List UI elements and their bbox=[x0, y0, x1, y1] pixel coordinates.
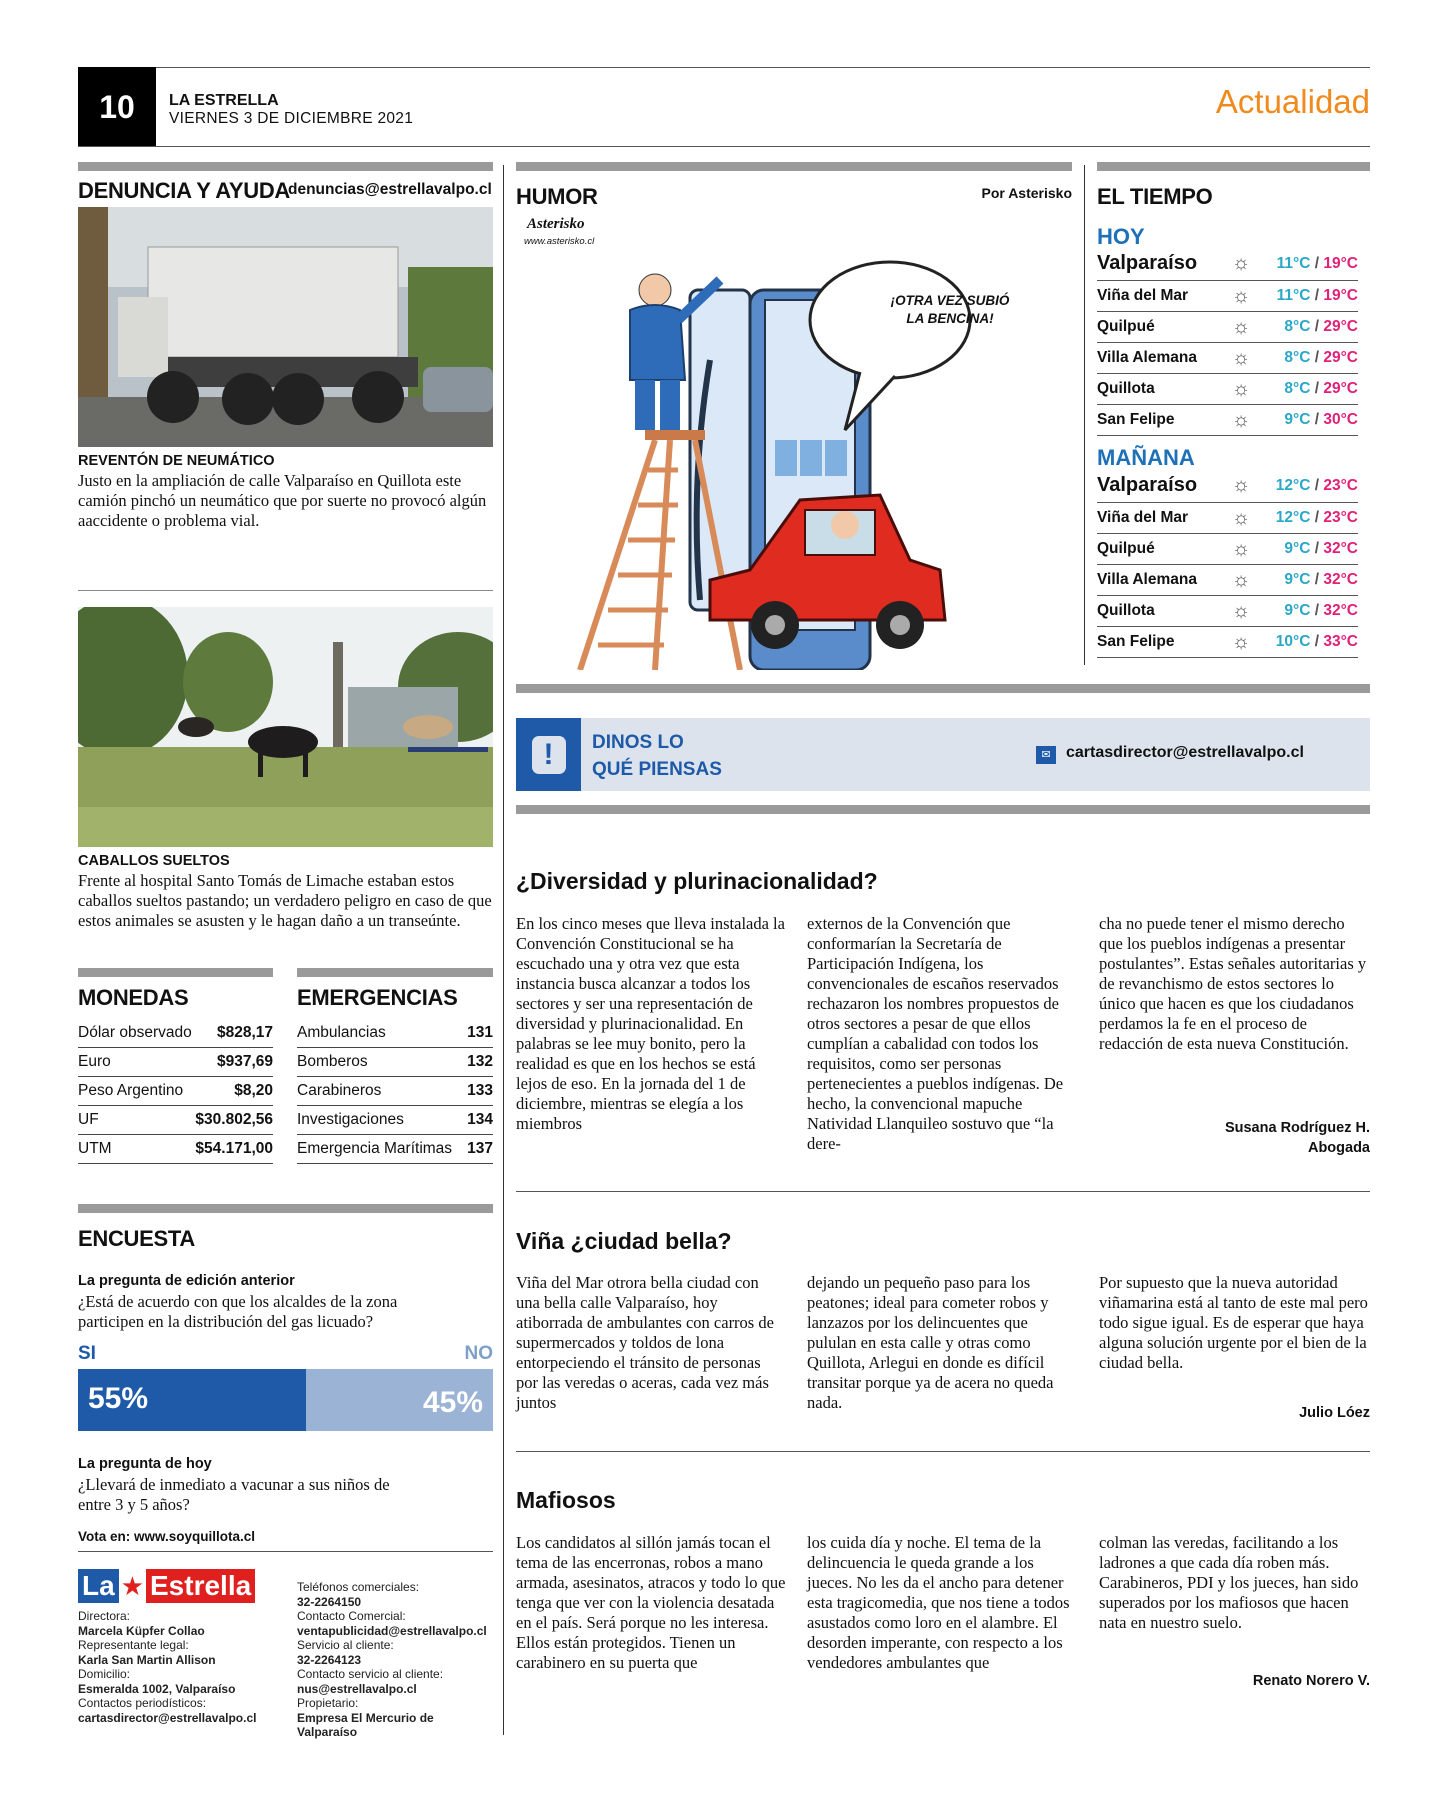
masthead-label: Servicio al cliente: bbox=[297, 1638, 394, 1652]
denuncia-2-text: Frente al hospital Santo Tomás de Limache estaban estos caballos sueltos pastando; un verdadero peligro en caso de que estos animales se asusten y le hagan daño a un transeúnte. bbox=[78, 871, 492, 930]
weather-temps bbox=[1256, 287, 1358, 305]
letter-col-1: Los candidatos al sillón jamás tocan el tema de las encerronas, robos a mano armada, asesinatos, atracos y todo lo que tenga que ver con la violencia desatada en el país. Será porque no les interesa. Ellos están protegidos. Tienen un carabinero en su puerta que bbox=[516, 1533, 786, 1672]
letter-signature: Julio Lóez bbox=[1299, 1405, 1370, 1421]
weather-city: Villa Alemana bbox=[1097, 349, 1197, 366]
weather-row bbox=[1097, 565, 1358, 596]
weather-divider bbox=[1084, 165, 1085, 665]
temp-separator: / bbox=[1310, 254, 1324, 272]
section-bar bbox=[78, 1204, 493, 1213]
denuncia-title: DENUNCIA Y AYUDA bbox=[78, 178, 290, 203]
section-bar bbox=[78, 968, 273, 977]
temp-separator: / bbox=[1310, 411, 1324, 428]
table-row bbox=[78, 1106, 273, 1135]
row-name: Ambulancias bbox=[297, 1024, 386, 1041]
weather-row bbox=[1097, 469, 1358, 503]
temp-low: 8°C bbox=[1284, 318, 1311, 335]
weather-city: Viña del Mar bbox=[1097, 287, 1189, 304]
row-value: 134 bbox=[467, 1111, 493, 1128]
temp-low: 12°C bbox=[1275, 509, 1311, 526]
table-row bbox=[297, 1135, 493, 1164]
row-value: $828,17 bbox=[216, 1024, 273, 1041]
temp-low: 10°C bbox=[1275, 633, 1311, 650]
weather-temps bbox=[1256, 411, 1358, 429]
weather-row bbox=[1097, 281, 1358, 312]
weather-temps bbox=[1256, 540, 1358, 558]
masthead-label: Propietario: bbox=[297, 1696, 359, 1710]
denuncia-2-heading: CABALLOS SUELTOS bbox=[78, 853, 230, 869]
temp-high: 19°C bbox=[1323, 254, 1358, 272]
sun-icon: ☼ bbox=[1231, 346, 1251, 369]
row-value: 131 bbox=[467, 1024, 493, 1041]
letter-divider bbox=[516, 1191, 1370, 1192]
temp-high: 32°C bbox=[1323, 602, 1358, 619]
dinos-title bbox=[592, 729, 722, 783]
logo-estrella: Estrella bbox=[146, 1569, 255, 1603]
section-bar bbox=[516, 162, 1072, 171]
row-name: Dólar observado bbox=[78, 1024, 192, 1041]
letter-signature: Renato Norero V. bbox=[1252, 1673, 1370, 1689]
letter-title: ¿Diversidad y plurinacionalidad? bbox=[516, 868, 878, 894]
masthead-label: Contactos periodísticos: bbox=[78, 1696, 207, 1710]
mail-icon: ✉ bbox=[1036, 746, 1056, 764]
weather-row bbox=[1097, 247, 1358, 281]
horses-photo bbox=[78, 607, 493, 847]
emergencias-title: EMERGENCIAS bbox=[297, 985, 458, 1010]
sun-icon: ☼ bbox=[1231, 506, 1251, 529]
temp-low: 11°C bbox=[1276, 287, 1311, 304]
masthead-right bbox=[297, 1580, 497, 1740]
dinos-line-1: DINOS LO bbox=[592, 732, 684, 753]
cartoonist-site: www.asterisko.cl bbox=[524, 236, 595, 247]
top-rule bbox=[78, 67, 1370, 68]
row-value: 137 bbox=[467, 1140, 493, 1157]
row-value: 132 bbox=[467, 1053, 493, 1070]
temp-low: 9°C bbox=[1284, 571, 1311, 588]
weather-row bbox=[1097, 503, 1358, 534]
logo-la: La bbox=[78, 1569, 119, 1603]
no-percent: 45% bbox=[422, 1386, 483, 1419]
star-icon: ★ bbox=[120, 1570, 144, 1601]
temp-low: 11°C bbox=[1276, 254, 1311, 272]
temp-separator: / bbox=[1310, 540, 1324, 557]
weather-city: Quillota bbox=[1097, 602, 1155, 619]
table-row bbox=[297, 1077, 493, 1106]
exclamation-icon: ! bbox=[516, 718, 581, 791]
weather-temps bbox=[1256, 255, 1358, 273]
temp-low: 8°C bbox=[1284, 380, 1311, 397]
temp-high: 29°C bbox=[1323, 349, 1358, 366]
weather-row bbox=[1097, 312, 1358, 343]
weather-tomorrow-table bbox=[1097, 469, 1358, 664]
temp-separator: / bbox=[1310, 476, 1324, 494]
denuncia-1-text: Justo en la ampliación de calle Valparaíso en Quillota este camión pinchó un neumático que por suerte no provocó algún aaccidente o problema vial. bbox=[78, 471, 487, 530]
row-value: $54.171,00 bbox=[195, 1140, 273, 1157]
row-value: 133 bbox=[467, 1082, 493, 1099]
weather-temps bbox=[1256, 509, 1358, 527]
masthead-label: Domicilio: bbox=[78, 1667, 131, 1681]
weather-temps bbox=[1256, 571, 1358, 589]
si-percent: 55% bbox=[88, 1382, 149, 1415]
weather-row bbox=[1097, 627, 1358, 658]
section-bar bbox=[516, 684, 1370, 693]
temp-low: 8°C bbox=[1284, 349, 1311, 366]
weather-temps bbox=[1256, 349, 1358, 367]
letter-col-2: externos de la Convención que conformarían la Secretaría de Participación Indígena, los convencionales de escaños reservados rechazaron los nombres propuestos de otros sectores a pesar de que ellos cumplían a cabalidad con todos los requisitos, como ser personas pertenecientes a pueblos indígenas. De hecho, la convencional mapuche Natividad Llanquileo sostuvo que “la dere- bbox=[807, 914, 1064, 1153]
row-name: UTM bbox=[78, 1140, 112, 1157]
estrella-logo bbox=[78, 1569, 255, 1603]
temp-high: 30°C bbox=[1323, 411, 1358, 428]
letter-title: Viña ¿ciudad bella? bbox=[516, 1228, 732, 1254]
cartoonist-signature: Asterisko bbox=[527, 216, 585, 232]
section-bar bbox=[297, 968, 493, 977]
masthead-value: nus@estrellavalpo.cl bbox=[297, 1681, 417, 1696]
weather-row bbox=[1097, 596, 1358, 627]
weather-city: Quillota bbox=[1097, 380, 1155, 397]
weather-city: Viña del Mar bbox=[1097, 509, 1189, 526]
weather-temps bbox=[1256, 380, 1358, 398]
masthead-label: Directora: bbox=[78, 1609, 131, 1623]
weather-city: Valparaíso bbox=[1097, 252, 1198, 274]
temp-separator: / bbox=[1310, 602, 1324, 619]
sun-icon: ☼ bbox=[1231, 284, 1251, 307]
sun-icon: ☼ bbox=[1231, 315, 1251, 338]
temp-low: 9°C bbox=[1284, 602, 1311, 619]
sun-icon: ☼ bbox=[1231, 474, 1251, 496]
weather-temps bbox=[1256, 477, 1358, 495]
temp-high: 32°C bbox=[1323, 571, 1358, 588]
masthead-value: Marcela Küpfer Collao bbox=[78, 1623, 205, 1638]
temp-separator: / bbox=[1310, 509, 1324, 526]
weather-today-label: HOY bbox=[1097, 224, 1145, 249]
row-name: Euro bbox=[78, 1053, 111, 1070]
weather-row bbox=[1097, 343, 1358, 374]
row-value: $30.802,56 bbox=[195, 1111, 273, 1128]
letter-title: Mafiosos bbox=[516, 1487, 616, 1513]
weather-row bbox=[1097, 534, 1358, 565]
masthead-label: Teléfonos comerciales: bbox=[297, 1580, 420, 1594]
temp-high: 33°C bbox=[1323, 633, 1358, 650]
table-row bbox=[78, 1135, 273, 1164]
weather-city: Valparaíso bbox=[1097, 474, 1198, 496]
column-divider bbox=[503, 165, 504, 1735]
weather-city: San Felipe bbox=[1097, 411, 1175, 428]
table-row bbox=[78, 1019, 273, 1048]
row-name: Peso Argentino bbox=[78, 1082, 184, 1099]
row-name: Investigaciones bbox=[297, 1111, 404, 1128]
letter-col-1: Viña del Mar otrora bella ciudad con una bella calle Valparaíso, hoy atiborrada de ambulantes con carros de supermercados y toldos de lona entorpeciendo el tránsito de personas por las veredas o aceras, cada vez más juntos bbox=[516, 1273, 774, 1412]
weather-city: Villa Alemana bbox=[1097, 571, 1197, 588]
section-title: Actualidad bbox=[1215, 83, 1370, 120]
row-name: Carabineros bbox=[297, 1082, 382, 1099]
letter-signature: Susana Rodríguez H. bbox=[1224, 1120, 1370, 1136]
temp-separator: / bbox=[1310, 349, 1324, 366]
temp-separator: / bbox=[1310, 318, 1324, 335]
denuncia-email[interactable]: denuncias@estrellavalpo.cl bbox=[288, 181, 492, 198]
masthead-value: Empresa El Mercurio de Valparaíso bbox=[297, 1710, 434, 1739]
encuesta-title: ENCUESTA bbox=[78, 1226, 195, 1251]
temp-high: 29°C bbox=[1323, 318, 1358, 335]
temp-high: 32°C bbox=[1323, 540, 1358, 557]
weather-temps bbox=[1256, 318, 1358, 336]
encuesta-today-question: ¿Llevará de inmediato a vacunar a sus niños de entre 3 y 5 años? bbox=[78, 1475, 390, 1514]
encuesta-prev-question: ¿Está de acuerdo con que los alcaldes de la zona participen en la distribución del gas licuado? bbox=[78, 1292, 398, 1331]
letter-col-3: cha no puede tener el mismo derecho que los pueblos indígenas a presentar postulantes”. Estas señales autoritarias y de revanchismo de estos sectores lo único que hacen es que los ciudadanos perdamos la fe en el proceso de redacción de esta nueva Constitución. bbox=[1099, 914, 1367, 1053]
sun-icon: ☼ bbox=[1231, 599, 1251, 622]
letter-col-2: los cuida día y noche. El tema de la delincuencia le queda grande a los jueces. No les da el ancho para detener esta tragicomedia, que nos tiene a todos asustados como loro en el alambre. El desorden imperante, con respecto a los vendedores ambulantes que bbox=[807, 1533, 1070, 1672]
sun-icon: ☼ bbox=[1231, 630, 1251, 653]
sun-icon: ☼ bbox=[1231, 408, 1251, 431]
letter-col-1: En los cinco meses que lleva instalada la Convención Constitucional se ha escuchado una y otra vez que esta instancia busca alcanzar a todos los sectores y ser una representación de diversidad y plurinacionalidad. En palabras se lee muy bonito, pero la realidad es que en los hechos se está lejos de eso. En la jornada del 1 de diciembre, mientras se elegía a los miembros bbox=[516, 914, 785, 1133]
row-value: $8,20 bbox=[234, 1082, 273, 1099]
dinos-email[interactable]: cartasdirector@estrellavalpo.cl bbox=[1066, 744, 1304, 761]
section-bar bbox=[78, 162, 493, 171]
masthead-value: 32-2264123 bbox=[297, 1652, 362, 1667]
masthead-value: ventapublicidad@estrellavalpo.cl bbox=[297, 1623, 487, 1638]
weather-row bbox=[1097, 374, 1358, 405]
dinos-banner bbox=[516, 718, 1370, 791]
row-name: Emergencia Marítimas bbox=[297, 1140, 453, 1157]
temp-separator: / bbox=[1310, 380, 1324, 397]
row-name: UF bbox=[78, 1111, 99, 1128]
temp-separator: / bbox=[1310, 287, 1324, 304]
temp-low: 9°C bbox=[1284, 540, 1311, 557]
letter-col-3: Por supuesto que la nueva autoridad viñamarina está al tanto de este mal pero todo sigue igual. Es de esperar que haya alguna solución urgente por el bien de la ciudad bella. bbox=[1099, 1273, 1368, 1372]
masthead-value: Esmeralda 1002, Valparaíso bbox=[78, 1681, 236, 1696]
emergencias-table bbox=[297, 1019, 493, 1164]
temp-high: 29°C bbox=[1323, 380, 1358, 397]
section-bar bbox=[1097, 162, 1370, 171]
weather-city: San Felipe bbox=[1097, 633, 1175, 650]
letter-col-2: dejando un pequeño paso para los peatones; ideal para cometer robos y lanzazos por los delincuentes que pululan en esta calle y otras como Quillota, Arlegui en donde es difícil transitar porque ya de acera no queda nada. bbox=[807, 1273, 1054, 1412]
weather-temps bbox=[1256, 602, 1358, 620]
table-row bbox=[78, 1077, 273, 1106]
weather-row bbox=[1097, 405, 1358, 436]
masthead-value: cartasdirector@estrellavalpo.cl bbox=[78, 1710, 257, 1725]
truck-photo bbox=[78, 207, 493, 447]
speech-bubble: ¡OTRA VEZ SUBIÓ LA BENCINA! bbox=[890, 293, 1010, 326]
weather-city: Quilpué bbox=[1097, 540, 1155, 557]
masthead-value: Karla San Martin Allison bbox=[78, 1652, 216, 1667]
no-label: NO bbox=[464, 1343, 493, 1364]
humor-title: HUMOR bbox=[516, 184, 598, 209]
divider bbox=[78, 590, 493, 591]
vote-link[interactable]: Vota en: www.soyquillota.cl bbox=[78, 1529, 256, 1544]
row-name: Bomberos bbox=[297, 1053, 368, 1070]
row-value: $937,69 bbox=[216, 1053, 273, 1070]
weather-today-table bbox=[1097, 247, 1358, 442]
header-rule bbox=[78, 146, 1370, 147]
divider bbox=[78, 1551, 493, 1552]
paper-name: LA ESTRELLA bbox=[169, 92, 279, 109]
letter-signature-role: Abogada bbox=[1307, 1140, 1370, 1156]
monedas-title: MONEDAS bbox=[78, 985, 189, 1010]
weather-tomorrow-label: MAÑANA bbox=[1097, 445, 1195, 470]
issue-date: VIERNES 3 DE DICIEMBRE 2021 bbox=[169, 110, 414, 127]
denuncia-1-heading: REVENTÓN DE NEUMÁTICO bbox=[78, 453, 275, 469]
temp-high: 23°C bbox=[1323, 509, 1358, 526]
table-row bbox=[78, 1048, 273, 1077]
letter-divider bbox=[516, 1451, 1370, 1452]
encuesta-prev-label: La pregunta de edición anterior bbox=[78, 1273, 295, 1289]
weather-city: Quilpué bbox=[1097, 318, 1155, 335]
si-label: SI bbox=[78, 1343, 96, 1364]
temp-high: 23°C bbox=[1323, 476, 1358, 494]
table-row bbox=[297, 1048, 493, 1077]
temp-low: 12°C bbox=[1275, 476, 1311, 494]
temp-separator: / bbox=[1310, 633, 1324, 650]
humor-author: Por Asterisko bbox=[981, 185, 1072, 201]
masthead-value: 32-2264150 bbox=[297, 1594, 362, 1609]
table-row bbox=[297, 1019, 493, 1048]
temp-high: 19°C bbox=[1323, 287, 1358, 304]
monedas-table bbox=[78, 1019, 273, 1164]
masthead-left bbox=[78, 1609, 278, 1725]
sun-icon: ☼ bbox=[1231, 377, 1251, 400]
encuesta-today-label: La pregunta de hoy bbox=[78, 1456, 212, 1472]
dinos-line-2: QUÉ PIENSAS bbox=[592, 759, 722, 780]
page-number: 10 bbox=[78, 67, 156, 147]
sun-icon: ☼ bbox=[1231, 252, 1251, 274]
temp-low: 9°C bbox=[1284, 411, 1311, 428]
masthead-label: Contacto servicio al cliente: bbox=[297, 1667, 444, 1681]
sun-icon: ☼ bbox=[1231, 537, 1251, 560]
letter-col-3: colman las veredas, facilitando a los ladrones a que cada día roben más. Carabineros, PDI y los jueces, han sido superados por los mafiosos que hacen nata en nuestro suelo. bbox=[1099, 1533, 1359, 1632]
temp-separator: / bbox=[1310, 571, 1324, 588]
masthead-label: Representante legal: bbox=[78, 1638, 189, 1652]
section-bar bbox=[516, 805, 1370, 814]
table-row bbox=[297, 1106, 493, 1135]
poll-bar bbox=[78, 1369, 493, 1431]
sun-icon: ☼ bbox=[1231, 568, 1251, 591]
masthead-label: Contacto Comercial: bbox=[297, 1609, 406, 1623]
weather-temps bbox=[1256, 633, 1358, 651]
weather-title: EL TIEMPO bbox=[1097, 184, 1213, 209]
